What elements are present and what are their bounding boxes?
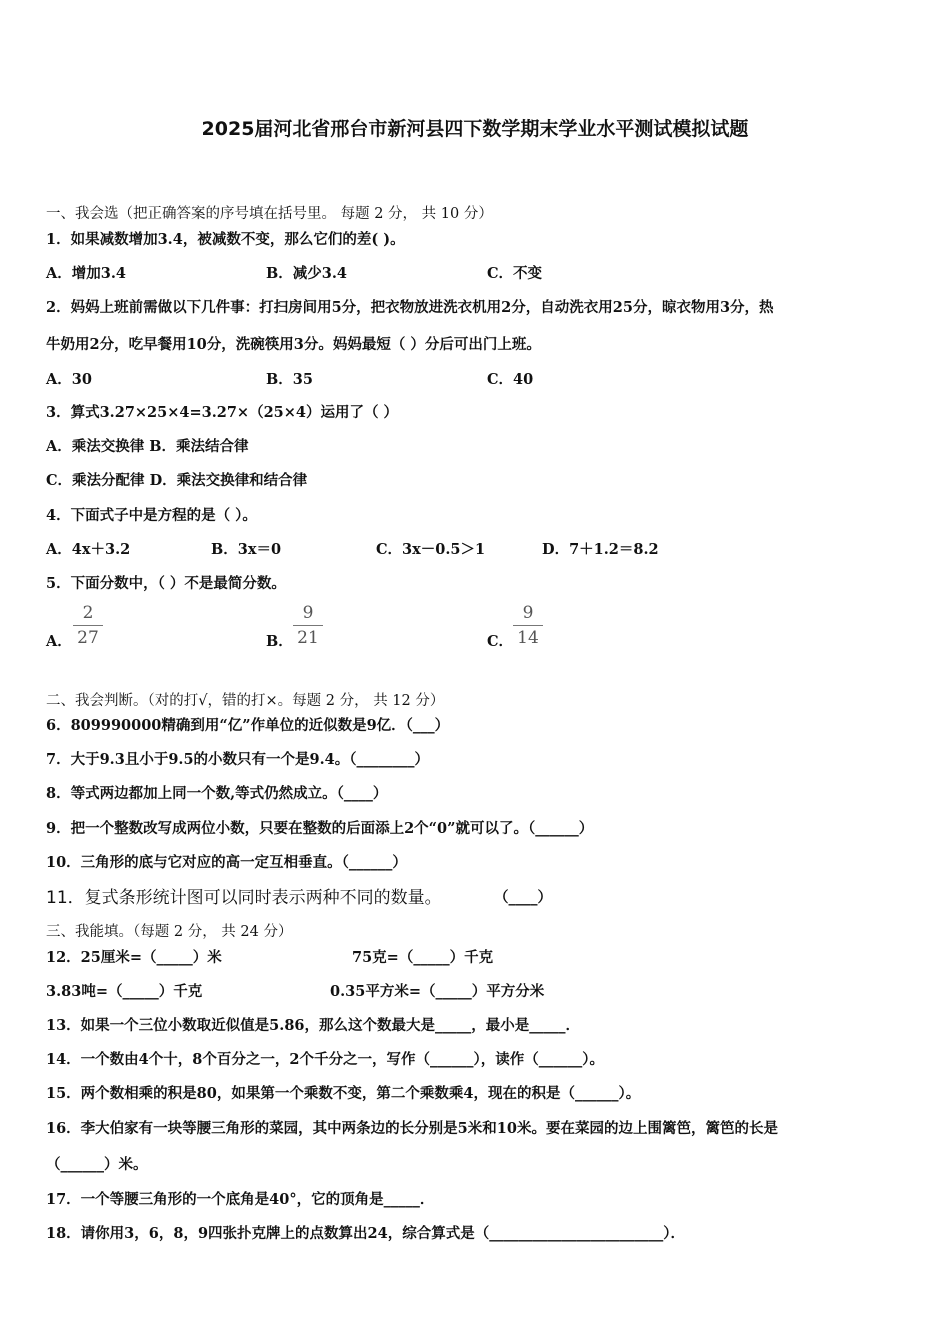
fraction-denominator: 14 (517, 628, 539, 648)
fraction-denominator: 21 (297, 628, 319, 648)
fraction-bar (513, 625, 543, 626)
q1-option-c: C．不变 (487, 265, 543, 282)
question-8: 8．等式两边都加上同一个数,等式仍然成立。（____） (46, 785, 388, 802)
fraction-bar (73, 625, 103, 626)
q3-options-ab: A．乘法交换律 B．乘法结合律 (46, 438, 249, 455)
question-5: 5．下面分数中，（ ）不是最简分数。 (46, 575, 286, 592)
question-11-blank: （____） (494, 889, 552, 906)
question-13: 13．如果一个三位小数取近似值是5.86，那么这个数最大是_____，最小是_____． (46, 1017, 580, 1034)
q5-option-c-fraction (513, 603, 543, 648)
q1-option-b: B．减少3.4 (266, 265, 347, 282)
question-11: 11．复式条形统计图可以同时表示两种不同的数量。 (46, 888, 442, 908)
fraction-denominator: 27 (77, 628, 99, 648)
page-title: 2025届河北省邢台市新河县四下数学期末学业水平测试模拟试题 (201, 118, 749, 140)
q4-option-b: B．3x＝0 (211, 541, 282, 558)
q5-option-a-fraction (73, 603, 103, 648)
fraction-numerator: 2 (82, 603, 94, 623)
question-12-a: 12．25厘米=（_____）米 (46, 949, 222, 966)
q2-option-c: C．40 (487, 371, 534, 388)
question-2-line-2: 牛奶用2分，吃早餐用10分，洗碗筷用3分。妈妈最短（ ）分后可出门上班。 (46, 336, 541, 353)
question-6: 6．809990000精确到用“亿”作单位的近似数是9亿．（___） (46, 717, 450, 734)
question-16-line-1: 16．李大伯家有一块等腰三角形的菜园，其中两条边的长分别是5米和10米。要在菜园的边上围篱笆，篱笆的长是 (46, 1120, 778, 1137)
question-12-b: 75克=（_____）千克 (352, 949, 494, 966)
section-3-header: 三、我能填。（每题 2 分， 共 24 分） (46, 924, 293, 940)
q5-option-a-label: A． (46, 633, 72, 650)
question-14: 14．一个数由4个十，8个百分之一，2个千分之一，写作（______），读作（______）。 (46, 1051, 604, 1068)
q5-option-b-fraction (293, 603, 323, 648)
question-10: 10．三角形的底与它对应的高一定互相垂直。（______） (46, 854, 407, 871)
question-17: 17．一个等腰三角形的一个底角是40°，它的顶角是_____． (46, 1191, 435, 1208)
q4-option-d: D．7＋1.2＝8.2 (542, 541, 659, 558)
fraction-bar (293, 625, 323, 626)
question-16-line-2: （______）米。 (46, 1156, 148, 1173)
q5-option-b-label: B． (266, 633, 293, 650)
q2-option-b: B．35 (266, 371, 313, 388)
question-3: 3．算式3.27×25×4=3.27×（25×4）运用了（ ） (46, 404, 399, 421)
q3-options-cd: C．乘法分配律 D．乘法交换律和结合律 (46, 472, 308, 489)
question-12-c: 3.83吨=（_____）千克 (46, 983, 203, 1000)
question-4: 4．下面式子中是方程的是（ ）。 (46, 507, 257, 524)
section-2-header: 二、我会判断。（对的打√，错的打×。每题 2 分， 共 12 分） (46, 693, 445, 709)
section-1-header: 一、我会选（把正确答案的序号填在括号里。 每题 2 分， 共 10 分） (46, 206, 493, 222)
fraction-numerator: 9 (522, 603, 534, 623)
question-18: 18．请你用3，6，8，9四张扑克牌上的点数算出24，综合算式是（________________________）． (46, 1225, 685, 1242)
q1-option-a: A．增加3.4 (46, 265, 126, 282)
question-7: 7．大于9.3且小于9.5的小数只有一个是9.4。（________） (46, 751, 430, 768)
q2-option-a: A．30 (46, 371, 92, 388)
question-1: 1．如果减数增加3.4，被减数不变，那么它们的差( )。 (46, 231, 405, 248)
q4-option-c: C．3x－0.5＞1 (376, 541, 486, 558)
fraction-numerator: 9 (302, 603, 314, 623)
q4-option-a: A．4x＋3.2 (46, 541, 131, 558)
q5-option-c-label: C． (487, 633, 514, 650)
question-15: 15．两个数相乘的积是80，如果第一个乘数不变，第二个乘数乘4，现在的积是（______）。 (46, 1085, 641, 1102)
question-9: 9．把一个整数改写成两位小数，只要在整数的后面添上2个“0”就可以了。（______） (46, 820, 594, 837)
question-12-d: 0.35平方米=（_____）平方分米 (330, 983, 545, 1000)
question-2-line-1: 2．妈妈上班前需做以下几件事：打扫房间用5分，把衣物放进洗衣机用2分，自动洗衣用25分，晾衣物用3分，热 (46, 299, 774, 316)
